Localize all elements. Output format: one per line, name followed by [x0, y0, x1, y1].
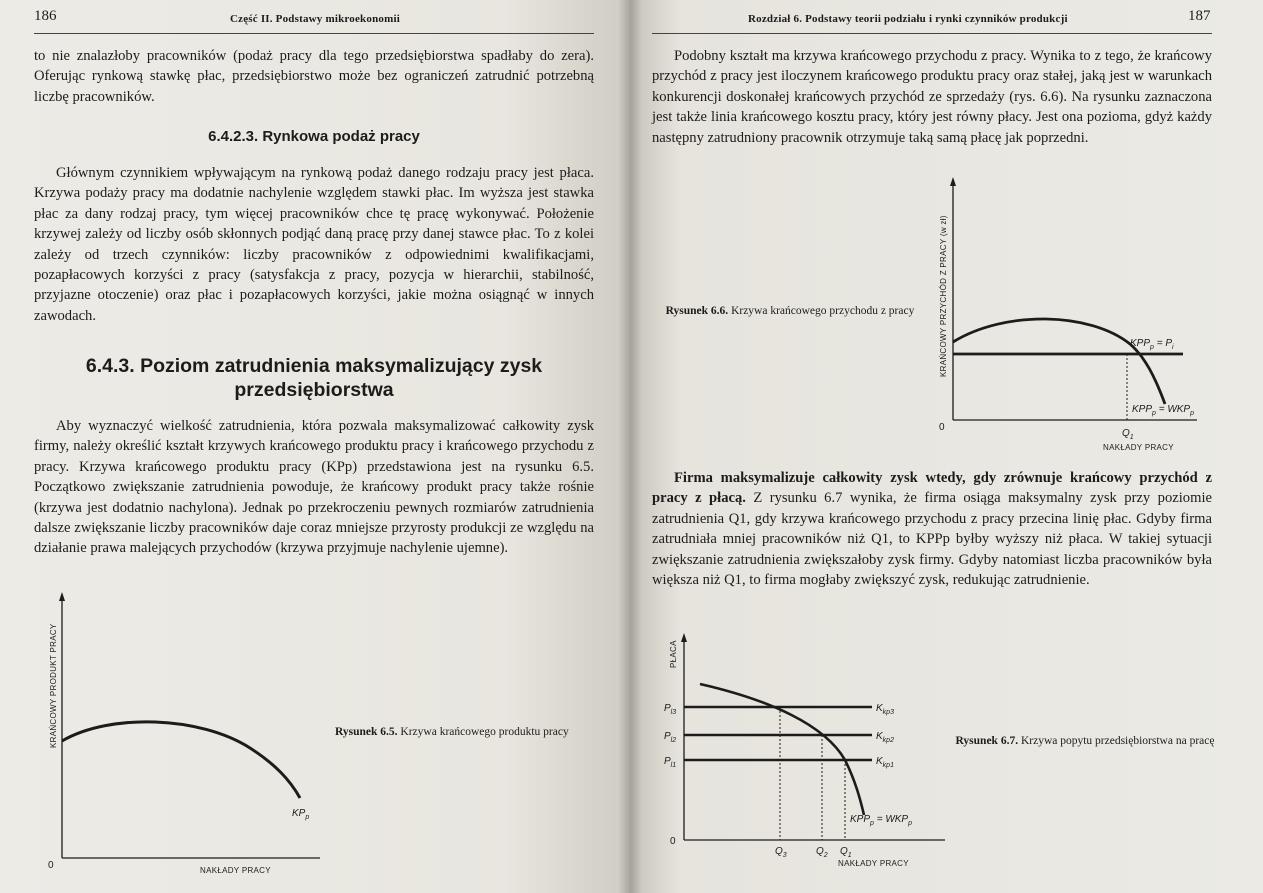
- header-rule-left: [34, 33, 594, 34]
- origin-label: 0: [939, 422, 945, 433]
- price-label-2: $P_{l2}$: [664, 731, 677, 744]
- y-axis-arrow: [681, 633, 687, 642]
- price-label-3: $P_{l3}$: [664, 703, 677, 716]
- q3-label: $Q_3$: [775, 846, 787, 859]
- demand-curve-label: $KPP_p = WKP_p$: [850, 814, 913, 827]
- kpp-curve: [953, 319, 1165, 404]
- q2-label: $Q_2$: [816, 846, 828, 859]
- kp-curve-label: $KP_p$: [292, 808, 310, 821]
- y-axis-label: KRAŃCOWY PRODUKT PRACY: [49, 623, 58, 748]
- labour-demand-curve: [700, 684, 864, 815]
- kp-curve: [62, 722, 300, 798]
- left-intro-paragraph: to nie znalazłoby pracowników (podaż pracy dla tego przedsiębiorstwa spadłaby do zera). Oferując rynkową stawkę płac, przedsiębiorstwo może bez ograniczeń zatrudnić potrzebną liczbę pracowników.: [34, 48, 594, 105]
- figure-6-5-chart: [30, 588, 330, 878]
- paragraph-market-labour-supply: Głównym czynnikiem wpływającym na rynkową podaż danego rodzaju pracy jest płaca. Krzywa podaży pracy ma dodatnie nachylenie względem stawki płac. Im wyższa jest stawka płac za dany rodzaj pracy, tym więcej pracowników chce tę pracę wykonywać. Położenie krzywej zależy od liczby osób skłonnych podjąć daną pracę przy danej stawce płac. To z kolei zależy od trzech czynników: liczby pracowników z odpowiednimi kwalifikacjami, pozapłacowych korzyści z pracy (satysfakcja z pracy, pozycja w hierarchii, stabilność, przyjazne otoczenie) oraz płac i pozapłacowych korzyści, jakie można osiągnąć w innych zawodach.: [34, 165, 594, 324]
- page-number-right: 187: [1188, 8, 1211, 24]
- figure-6-6-chart: [935, 172, 1205, 457]
- k-label-2: $K_{kp2}$: [876, 731, 894, 744]
- paragraph-profit-max-employment: Aby wyznaczyć wielkość zatrudnienia, która pozwala maksymalizować całkowity zysk firmy, należy określić kształt krzywych krańcowego produktu pracy i krańcowego przychodu z pracy. Krzywa krańcowego produktu pracy (KPp) przedstawiona jest na rysunku 6.5. Początkowo zwiększanie zatrudnienia powoduje, że krańcowy produkt pracy także rośnie (krzywa jest dodatnio nachylona). Jednak po przekroczeniu pewnych rozmiarów zatrudnienia dalsze zwiększanie liczby pracowników daje coraz mniejsze przyrosty produkcji ze względu na działanie prawa malejących przychodów (krzywa przyjmuje nachylenie ujemne).: [34, 418, 594, 557]
- left-page: [0, 0, 630, 893]
- price-label-1: $P_{l1}$: [664, 756, 677, 769]
- x-axis-label: NAKŁADY PRACY: [838, 859, 909, 868]
- page-number-left: 186: [34, 8, 57, 24]
- k-label-1: $K_{kp1}$: [876, 756, 894, 769]
- x-axis-label: NAKŁADY PRACY: [200, 866, 271, 875]
- x-axis-label: NAKŁADY PRACY: [1103, 443, 1174, 452]
- y-axis-label: PŁACA: [669, 640, 678, 668]
- y-axis-label: KRAŃCOWY PRZYCHÓD Z PRACY (w zł): [939, 215, 948, 377]
- q1-label: $Q_1$: [1122, 428, 1134, 441]
- figure-6-6-caption: Rysunek 6.6. Krzywa krańcowego przychodu z pracy: [665, 305, 915, 317]
- running-head-left: Część II. Podstawy mikroekonomii: [230, 13, 400, 25]
- heading-6-4-2-3: 6.4.2.3. Rynkowa podaż pracy: [208, 128, 420, 145]
- wage-line-label: $KPP_p = P_i$: [1130, 338, 1174, 351]
- right-page: [630, 0, 1263, 893]
- q1-label: $Q_1$: [840, 846, 852, 859]
- y-axis-arrow: [59, 592, 65, 601]
- paragraph-profit-max-rule: Firma maksymalizuje całkowity zysk wtedy, gdy zrównuje krańcowy przychód z pracy z płacą. Z rysunku 6.7 wynika, że firma osiąga maksymalny zysk przy poziomie zatrudnienia Q1, gdy krzywa krańcowego przychodu z pracy przecina linię płac. Gdyby firma zatrudniała mniej pracowników niż Q1, to KPPp byłby wyższy niż płaca. W takiej sytuacji zwiększanie zatrudnienia zwiększałoby zysk firmy. Gdyby natomiast liczba pracowników była większa niż Q1, to firma mogłaby zwiększyć zysk, redukując zatrudnienie.: [652, 470, 1212, 589]
- origin-label: 0: [48, 860, 54, 871]
- kpp-curve-label: $KPP_p = WKP_p$: [1132, 404, 1195, 417]
- header-rule-right: [652, 33, 1212, 34]
- figure-6-7-caption: Rysunek 6.7. Krzywa popytu przedsiębiorstwa na pracę: [955, 735, 1215, 747]
- right-intro-paragraph: Podobny kształt ma krzywa krańcowego przychodu z pracy. Wynika to z tego, że krańcowy przychód z pracy jest iloczynem krańcowego produktu pracy oraz stałej, jaką jest w warunkach konkurencji doskonałej krańcowych przychód ze sprzedaży (rys. 6.6). Na rysunku zaznaczona jest także linia krańcowego kosztu pracy, który jest równy płacy. Jest ona pozioma, gdyż każdy następny zatrudniony pracownik otrzymuje taką samą płacę jak poprzedni.: [652, 48, 1212, 146]
- figure-6-7-chart: [660, 630, 960, 885]
- heading-6-4-3: 6.4.3. Poziom zatrudnienia maksymalizujący zysk przedsiębiorstwa: [85, 355, 543, 401]
- figure-6-5-caption: Rysunek 6.5. Krzywa krańcowego produktu pracy: [335, 726, 569, 738]
- k-label-3: $K_{kp3}$: [876, 703, 894, 716]
- book-spine-shadow: [618, 0, 642, 893]
- origin-label: 0: [670, 836, 676, 847]
- y-axis-arrow: [950, 177, 956, 186]
- running-head-right: Rozdział 6. Podstawy teorii podziału i rynki czynników produkcji: [748, 13, 1068, 25]
